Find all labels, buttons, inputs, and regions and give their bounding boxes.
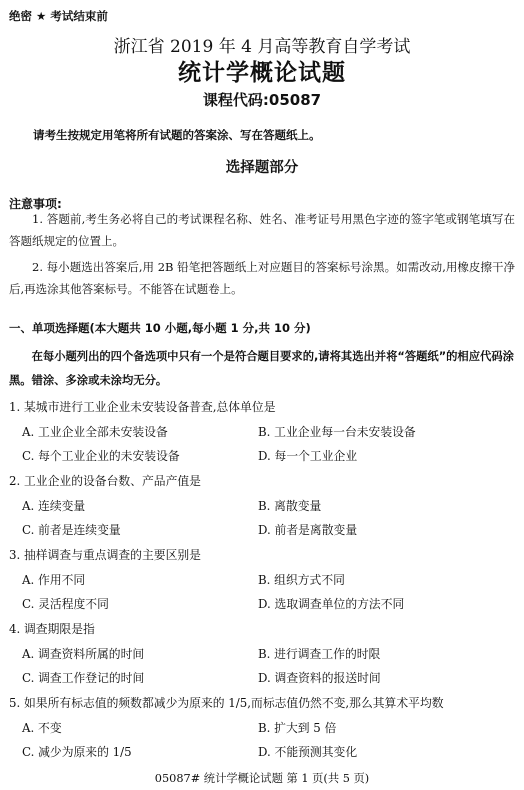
note-item-1: 1. 答题前,考生务必将自己的考试课程名称、姓名、准考证号用黑色字迹的签字笔或钢笔填写在答题纸规定的位置上。 — [9, 212, 515, 248]
question-stem: 2. 工业企业的设备台数、产品产值是 — [9, 474, 201, 488]
question-stem: 4. 调查期限是指 — [9, 622, 95, 636]
secret-label: 绝密 ★ 考试结束前 — [9, 9, 108, 23]
question-option: A. 调查资料所属的时间 — [22, 647, 145, 661]
question-option: A. 作用不同 — [22, 573, 86, 587]
exam-name: 浙江省 2019 年 4 月高等教育自学考试 — [113, 37, 411, 57]
part-title: 选择题部分 — [225, 160, 299, 176]
question-stem: 3. 抽样调查与重点调查的主要区别是 — [9, 548, 201, 562]
course-code: 课程代码:05087 — [202, 91, 322, 109]
question-option: D. 调查资料的报送时间 — [258, 671, 381, 685]
question-option: A. 工业企业全部未安装设备 — [22, 425, 168, 439]
question-option: A. 不变 — [22, 721, 62, 735]
question-option: D. 不能预测其变化 — [258, 745, 358, 759]
question-option: D. 每一个工业企业 — [258, 449, 358, 463]
section-heading: 一、单项选择题(本大题共 10 小题,每小题 1 分,共 10 分) — [9, 321, 311, 335]
page-title: 统计学概论试题 — [178, 60, 346, 86]
section-description: 在每小题列出的四个备选项中只有一个是符合题目要求的,请将其选出并将“答题纸”的相应代码涂黑。错涂、多涂或未涂均无分。 — [9, 350, 514, 387]
question-option: C. 前者是连续变量 — [22, 523, 121, 537]
page-footer: 05087# 统计学概论试题 第 1 页(共 5 页) — [154, 772, 370, 785]
question-option: C. 每个工业企业的未安装设备 — [22, 449, 180, 463]
note-item-2: 2. 每小题选出答案后,用 2B 铅笔把答题纸上对应题目的答案标号涂黑。如需改动,用橡皮擦干净后,再选涂其他答案标号。不能答在试题卷上。 — [9, 260, 515, 296]
question-option: B. 离散变量 — [258, 499, 322, 513]
question-option: C. 灵活程度不同 — [22, 597, 109, 611]
question-option: A. 连续变量 — [22, 499, 86, 513]
question-option: D. 选取调查单位的方法不同 — [258, 597, 405, 611]
question-option: B. 进行调查工作的时限 — [258, 647, 381, 661]
question-option: B. 扩大到 5 倍 — [258, 721, 337, 735]
question-stem: 1. 某城市进行工业企业未安装设备普查,总体单位是 — [9, 400, 276, 414]
question-option: C. 调查工作登记的时间 — [22, 671, 145, 685]
question-option: B. 工业企业每一台未安装设备 — [258, 425, 416, 439]
question-option: B. 组织方式不同 — [258, 573, 345, 587]
answer-instruction: 请考生按规定用笔将所有试题的答案涂、写在答题纸上。 — [33, 128, 321, 142]
question-stem: 5. 如果所有标志值的频数都减少为原来的 1/5,而标志值仍然不变,那么其算术平均数 — [9, 696, 444, 710]
question-option: C. 减少为原来的 1/5 — [22, 745, 132, 759]
notes-title: 注意事项: — [9, 197, 62, 211]
question-option: D. 前者是离散变量 — [258, 523, 358, 537]
